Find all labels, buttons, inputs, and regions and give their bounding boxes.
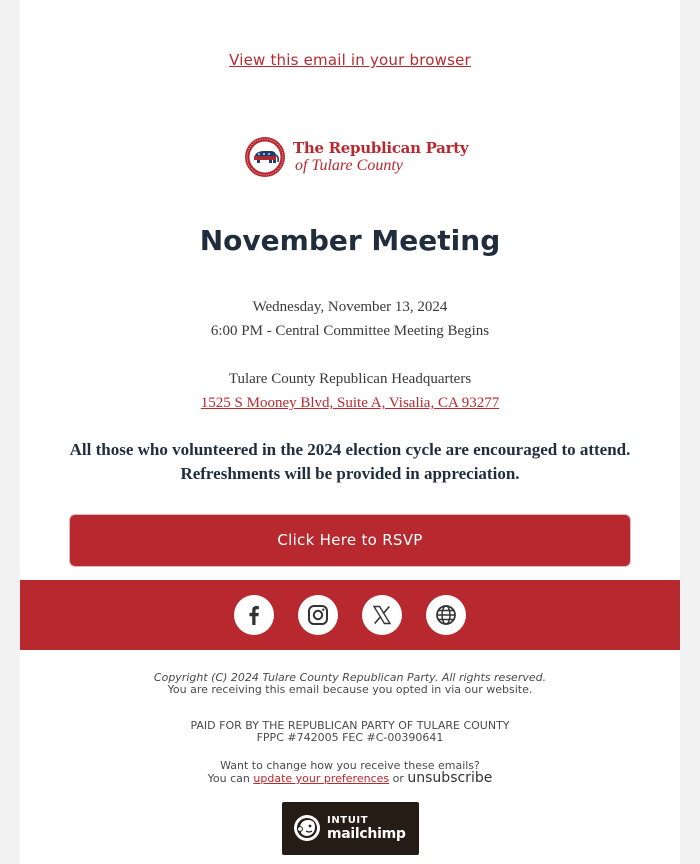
logo-line-2: of Tulare County — [295, 157, 403, 174]
event-date: Wednesday, November 13, 2024 — [252, 299, 448, 315]
logo-line-1: The Republican Party — [293, 139, 469, 157]
email-container — [20, 0, 680, 864]
copyright-text: Copyright (C) 2024 Tulare County Republican Party. All rights reserved. — [153, 671, 547, 684]
rsvp-button[interactable]: Click Here to RSVP — [70, 515, 630, 566]
note-line-2: Refreshments will be provided in appreciation. — [180, 464, 520, 483]
footer-copyright-block — [20, 672, 680, 696]
facebook-link[interactable] — [234, 595, 274, 635]
page-title: November Meeting — [199, 224, 501, 257]
event-datetime — [20, 295, 680, 343]
update-preferences-link[interactable]: update your preferences — [253, 772, 390, 785]
mailchimp-label: mailchimp — [327, 826, 406, 842]
website-link[interactable] — [426, 595, 466, 635]
footer-preferences — [20, 760, 680, 785]
intuit-label: INTUIT — [327, 815, 369, 826]
event-venue: Tulare County Republican Headquarters — [228, 371, 472, 387]
event-location — [20, 367, 680, 415]
instagram-icon — [306, 603, 330, 627]
x-icon — [370, 603, 394, 627]
note-line-1: All those who volunteered in the 2024 election cycle are encouraged to attend. — [69, 440, 631, 459]
unsubscribe-link[interactable]: unsubscribe — [407, 770, 493, 786]
optin-text: You are receiving this email because you opted in via our website. — [167, 683, 533, 696]
event-time: 6:00 PM - Central Committee Meeting Begins — [210, 323, 490, 339]
view-in-browser-link[interactable]: View this email in your browser — [229, 51, 471, 69]
footer-disclosure — [20, 720, 680, 744]
or-text: or — [392, 772, 404, 785]
x-link[interactable] — [362, 595, 402, 635]
instagram-link[interactable] — [298, 595, 338, 635]
paid-for-text: PAID FOR BY THE REPUBLICAN PARTY OF TULARE COUNTY — [190, 719, 510, 732]
mailchimp-badge[interactable] — [282, 802, 419, 855]
freddie-icon — [291, 812, 323, 844]
volunteer-note — [20, 438, 680, 486]
preferences-line — [20, 772, 680, 785]
elephant-seal-icon — [244, 136, 286, 178]
globe-icon — [434, 603, 458, 627]
fppc-fec-text: FPPC #742005 FEC #C-00390641 — [256, 731, 444, 744]
change-prompt-text: Want to change how you receive these emails? — [220, 759, 480, 772]
party-logo[interactable] — [244, 136, 469, 180]
address-link[interactable]: 1525 S Mooney Blvd, Suite A, Visalia, CA 93277 — [200, 395, 500, 411]
you-can-text: You can — [207, 772, 250, 785]
social-bar — [20, 580, 680, 650]
facebook-icon — [242, 603, 266, 627]
